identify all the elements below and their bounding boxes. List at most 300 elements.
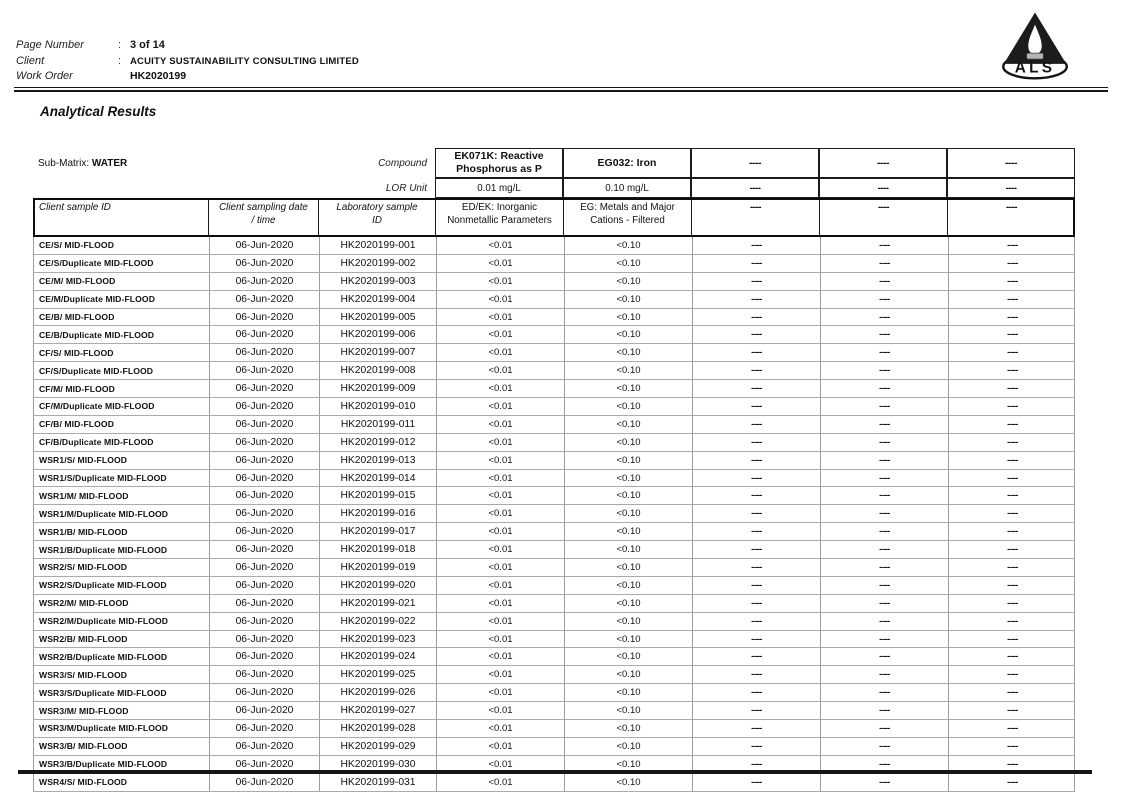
cell-client-sample-id: WSR1/B/ MID-FLOOD	[39, 526, 128, 537]
table-row	[34, 720, 1074, 738]
cell-lab-sample-id: HK2020199-018	[319, 541, 436, 558]
cell-result-4: ----	[820, 398, 948, 415]
cell-result-5: ----	[948, 291, 1076, 308]
cell-lab-sample-id: HK2020199-020	[319, 577, 436, 594]
cell-result-2: <0.10	[564, 756, 692, 773]
table-row	[34, 291, 1074, 309]
cell-client-sample-id: WSR4/S/ MID-FLOOD	[39, 777, 128, 788]
cell-result-5: ----	[948, 720, 1076, 737]
cell-result-1: <0.01	[436, 273, 564, 290]
table-row	[34, 326, 1074, 344]
cell-lab-sample-id: HK2020199-016	[319, 505, 436, 522]
cell-result-4: ----	[820, 470, 948, 487]
cell-client-sample-id: WSR3/B/ MID-FLOOD	[39, 741, 128, 752]
cell-lab-sample-id: HK2020199-009	[319, 380, 436, 397]
cell-client-sample-id: WSR3/M/Duplicate MID-FLOOD	[39, 723, 169, 734]
table-row	[34, 559, 1074, 577]
cell-sampling-date: 06-Jun-2020	[209, 559, 319, 576]
cell-result-1: <0.01	[436, 452, 564, 469]
cell-result-1: <0.01	[436, 577, 564, 594]
method-group-5: ----	[947, 198, 1075, 237]
cell-result-4: ----	[820, 487, 948, 504]
table-row	[34, 380, 1074, 398]
field-separator: :	[118, 39, 122, 51]
cell-result-4: ----	[820, 684, 948, 701]
cell-sampling-date: 06-Jun-2020	[209, 595, 319, 612]
cell-result-4: ----	[820, 362, 948, 379]
cell-result-4: ----	[820, 541, 948, 558]
table-row	[34, 613, 1074, 631]
cell-result-2: <0.10	[564, 631, 692, 648]
cell-result-1: <0.01	[436, 595, 564, 612]
cell-result-3: ----	[692, 631, 820, 648]
cell-sampling-date: 06-Jun-2020	[209, 756, 319, 773]
method-group-3: ----	[691, 198, 819, 237]
cell-result-2: <0.10	[564, 291, 692, 308]
cell-result-5: ----	[948, 344, 1076, 361]
compound-name-2: EG032: Iron	[563, 148, 691, 178]
cell-result-4: ----	[820, 666, 948, 683]
cell-result-4: ----	[820, 595, 948, 612]
cell-result-4: ----	[820, 505, 948, 522]
cell-result-4: ----	[820, 756, 948, 773]
cell-result-4: ----	[820, 237, 948, 254]
table-row	[34, 631, 1074, 649]
lor-unit-2: 0.10 mg/L	[563, 178, 691, 198]
cell-client-sample-id: CF/S/Duplicate MID-FLOOD	[39, 365, 154, 376]
cell-result-4: ----	[820, 702, 948, 719]
cell-sampling-date: 06-Jun-2020	[209, 720, 319, 737]
cell-result-1: <0.01	[436, 416, 564, 433]
cell-result-5: ----	[948, 738, 1076, 755]
cell-result-2: <0.10	[564, 273, 692, 290]
work-order-value: HK2020199	[130, 70, 187, 82]
cell-result-4: ----	[820, 291, 948, 308]
cell-result-5: ----	[948, 505, 1076, 522]
cell-result-3: ----	[692, 237, 820, 254]
cell-lab-sample-id: HK2020199-006	[319, 326, 436, 343]
cell-result-4: ----	[820, 255, 948, 272]
cell-result-1: <0.01	[436, 309, 564, 326]
table-row	[34, 666, 1074, 684]
cell-result-2: <0.10	[564, 344, 692, 361]
cell-sampling-date: 06-Jun-2020	[209, 398, 319, 415]
sub-matrix: Sub-Matrix: WATER	[38, 157, 128, 169]
cell-result-3: ----	[692, 666, 820, 683]
cell-sampling-date: 06-Jun-2020	[209, 309, 319, 326]
cell-lab-sample-id: HK2020199-004	[319, 291, 436, 308]
cell-result-5: ----	[948, 416, 1076, 433]
compound-row-label: Compound	[378, 157, 427, 169]
cell-result-5: ----	[948, 487, 1076, 504]
cell-sampling-date: 06-Jun-2020	[209, 362, 319, 379]
cell-result-5: ----	[948, 237, 1076, 254]
cell-sampling-date: 06-Jun-2020	[209, 577, 319, 594]
cell-result-3: ----	[692, 523, 820, 540]
cell-result-4: ----	[820, 613, 948, 630]
cell-result-3: ----	[692, 380, 820, 397]
cell-result-1: <0.01	[436, 487, 564, 504]
cell-client-sample-id: WSR3/M/ MID-FLOOD	[39, 705, 129, 716]
cell-result-5: ----	[948, 523, 1076, 540]
cell-result-2: <0.10	[564, 505, 692, 522]
cell-result-3: ----	[692, 273, 820, 290]
cell-sampling-date: 06-Jun-2020	[209, 380, 319, 397]
cell-result-1: <0.01	[436, 666, 564, 683]
cell-lab-sample-id: HK2020199-026	[319, 684, 436, 701]
cell-result-1: <0.01	[436, 344, 564, 361]
als-logo-icon	[993, 9, 1077, 87]
cell-result-2: <0.10	[564, 398, 692, 415]
header-rule	[14, 87, 1108, 92]
cell-result-4: ----	[820, 631, 948, 648]
table-row	[34, 648, 1074, 666]
cell-result-1: <0.01	[436, 523, 564, 540]
cell-result-1: <0.01	[436, 434, 564, 451]
cell-result-4: ----	[820, 452, 948, 469]
method-group-1: ED/EK: Inorganic Nonmetallic Parameters	[435, 198, 563, 237]
lor-row-lead	[33, 178, 435, 198]
cell-result-5: ----	[948, 702, 1076, 719]
cell-client-sample-id: WSR1/M/Duplicate MID-FLOOD	[39, 508, 169, 519]
field-separator: :	[118, 54, 122, 67]
table-row	[34, 487, 1074, 505]
cell-result-2: <0.10	[564, 487, 692, 504]
cell-lab-sample-id: HK2020199-015	[319, 487, 436, 504]
cell-sampling-date: 06-Jun-2020	[209, 666, 319, 683]
cell-result-5: ----	[948, 326, 1076, 343]
cell-lab-sample-id: HK2020199-010	[319, 398, 436, 415]
table-row	[34, 541, 1074, 559]
cell-client-sample-id: CF/M/ MID-FLOOD	[39, 383, 115, 394]
cell-client-sample-id: CE/B/ MID-FLOOD	[39, 312, 115, 322]
cell-result-4: ----	[820, 738, 948, 755]
section-title: Analytical Results	[40, 104, 157, 119]
cell-lab-sample-id: HK2020199-005	[319, 309, 436, 326]
cell-result-3: ----	[692, 309, 820, 326]
cell-result-3: ----	[692, 255, 820, 272]
cell-result-3: ----	[692, 291, 820, 308]
cell-result-3: ----	[692, 648, 820, 665]
cell-result-1: <0.01	[436, 756, 564, 773]
als-logo-text: ALS	[1014, 59, 1056, 77]
cell-result-2: <0.10	[564, 452, 692, 469]
compound-row-lead	[33, 148, 435, 178]
cell-result-5: ----	[948, 756, 1076, 773]
cell-lab-sample-id: HK2020199-022	[319, 613, 436, 630]
field-label: Client	[16, 54, 45, 67]
cell-result-1: <0.01	[436, 774, 564, 791]
cell-client-sample-id: CE/B/Duplicate MID-FLOOD	[39, 329, 155, 340]
cell-result-2: <0.10	[564, 326, 692, 343]
table-row	[34, 344, 1074, 362]
cell-sampling-date: 06-Jun-2020	[209, 505, 319, 522]
cell-result-4: ----	[820, 774, 948, 791]
client-value: ACUITY SUSTAINABILITY CONSULTING LIMITED	[130, 55, 359, 67]
header-field-work-order	[16, 70, 656, 86]
cell-result-2: <0.10	[564, 774, 692, 791]
cell-result-5: ----	[948, 470, 1076, 487]
compound-name-3: ----	[691, 148, 819, 178]
cell-result-4: ----	[820, 326, 948, 343]
cell-result-4: ----	[820, 344, 948, 361]
cell-result-5: ----	[948, 684, 1076, 701]
cell-result-2: <0.10	[564, 595, 692, 612]
cell-result-1: <0.01	[436, 470, 564, 487]
cell-result-5: ----	[948, 434, 1076, 451]
cell-result-3: ----	[692, 738, 820, 755]
cell-lab-sample-id: HK2020199-017	[319, 523, 436, 540]
cell-client-sample-id: CE/S/ MID-FLOOD	[39, 240, 115, 251]
cell-result-5: ----	[948, 774, 1076, 791]
cell-client-sample-id: WSR1/S/Duplicate MID-FLOOD	[39, 473, 167, 484]
cell-lab-sample-id: HK2020199-011	[319, 416, 436, 433]
cell-sampling-date: 06-Jun-2020	[209, 648, 319, 665]
cell-result-5: ----	[948, 309, 1076, 326]
page-header	[16, 39, 656, 86]
table-row	[34, 255, 1074, 273]
cell-result-5: ----	[948, 541, 1076, 558]
cell-result-4: ----	[820, 720, 948, 737]
cell-result-4: ----	[820, 577, 948, 594]
cell-result-4: ----	[820, 523, 948, 540]
table-row	[34, 577, 1074, 595]
cell-lab-sample-id: HK2020199-019	[319, 559, 436, 576]
cell-result-1: <0.01	[436, 702, 564, 719]
table-row	[34, 684, 1074, 702]
cell-client-sample-id: CF/S/ MID-FLOOD	[39, 347, 114, 358]
cell-result-2: <0.10	[564, 738, 692, 755]
cell-result-2: <0.10	[564, 523, 692, 540]
compound-row	[33, 148, 1075, 178]
cell-result-2: <0.10	[564, 541, 692, 558]
cell-client-sample-id: WSR2/M/Duplicate MID-FLOOD	[39, 616, 169, 627]
cell-result-2: <0.10	[564, 255, 692, 272]
header-field-client	[16, 55, 656, 71]
cell-sampling-date: 06-Jun-2020	[209, 416, 319, 433]
lor-unit-row	[33, 178, 1075, 198]
cell-result-5: ----	[948, 559, 1076, 576]
cell-result-1: <0.01	[436, 362, 564, 379]
cell-sampling-date: 06-Jun-2020	[209, 291, 319, 308]
page-number-value: 3 of 14	[130, 39, 165, 51]
lor-row-label: LOR Unit	[385, 182, 427, 194]
table-row	[34, 398, 1074, 416]
cell-result-3: ----	[692, 452, 820, 469]
cell-client-sample-id: CF/B/ MID-FLOOD	[39, 419, 115, 430]
cell-result-5: ----	[948, 398, 1076, 415]
cell-result-5: ----	[948, 631, 1076, 648]
cell-result-3: ----	[692, 326, 820, 343]
cell-client-sample-id: CE/M/ MID-FLOOD	[39, 276, 116, 287]
cell-result-1: <0.01	[436, 505, 564, 522]
cell-result-1: <0.01	[436, 684, 564, 701]
cell-result-5: ----	[948, 613, 1076, 630]
col-header-sampling-date: Client sampling date / time	[208, 198, 318, 237]
cell-result-3: ----	[692, 487, 820, 504]
cell-result-2: <0.10	[564, 666, 692, 683]
cell-result-5: ----	[948, 648, 1076, 665]
cell-sampling-date: 06-Jun-2020	[209, 523, 319, 540]
cell-result-5: ----	[948, 380, 1076, 397]
cell-result-5: ----	[948, 577, 1076, 594]
cell-result-5: ----	[948, 273, 1076, 290]
cell-result-4: ----	[820, 380, 948, 397]
cell-client-sample-id: WSR2/B/Duplicate MID-FLOOD	[39, 651, 168, 662]
cell-result-4: ----	[820, 434, 948, 451]
cell-result-2: <0.10	[564, 684, 692, 701]
cell-result-1: <0.01	[436, 398, 564, 415]
cell-sampling-date: 06-Jun-2020	[209, 237, 319, 254]
table-row	[34, 702, 1074, 720]
col-header-client-sample-id: Client sample ID	[39, 202, 111, 213]
cell-client-sample-id: WSR2/B/ MID-FLOOD	[39, 634, 128, 645]
cell-sampling-date: 06-Jun-2020	[209, 326, 319, 343]
cell-sampling-date: 06-Jun-2020	[209, 344, 319, 361]
cell-result-5: ----	[948, 255, 1076, 272]
table-row	[34, 309, 1074, 327]
cell-result-4: ----	[820, 648, 948, 665]
cell-result-3: ----	[692, 398, 820, 415]
cell-result-1: <0.01	[436, 326, 564, 343]
cell-result-3: ----	[692, 720, 820, 737]
cell-sampling-date: 06-Jun-2020	[209, 273, 319, 290]
lor-unit-3: ----	[691, 178, 819, 198]
table-row	[34, 595, 1074, 613]
compound-name-1: EK071K: Reactive Phosphorus as P	[435, 148, 563, 178]
cell-result-3: ----	[692, 756, 820, 773]
lor-unit-1: 0.01 mg/L	[435, 178, 563, 198]
cell-client-sample-id: WSR1/S/ MID-FLOOD	[39, 455, 128, 466]
field-label: Work Order	[16, 70, 73, 82]
table-row	[34, 273, 1074, 291]
cell-result-2: <0.10	[564, 559, 692, 576]
cell-result-1: <0.01	[436, 291, 564, 308]
analytical-results-table	[33, 148, 1075, 792]
cell-result-2: <0.10	[564, 416, 692, 433]
cell-result-1: <0.01	[436, 648, 564, 665]
cell-sampling-date: 06-Jun-2020	[209, 774, 319, 791]
cell-lab-sample-id: HK2020199-013	[319, 452, 436, 469]
cell-result-2: <0.10	[564, 720, 692, 737]
cell-result-3: ----	[692, 541, 820, 558]
cell-result-1: <0.01	[436, 380, 564, 397]
cell-client-sample-id: WSR1/M/ MID-FLOOD	[39, 490, 129, 501]
cell-lab-sample-id: HK2020199-002	[319, 255, 436, 272]
cell-lab-sample-id: HK2020199-023	[319, 631, 436, 648]
cell-result-1: <0.01	[436, 631, 564, 648]
cell-result-3: ----	[692, 470, 820, 487]
table-row	[34, 237, 1074, 255]
cell-sampling-date: 06-Jun-2020	[209, 434, 319, 451]
compound-name-4: ----	[819, 148, 947, 178]
cell-lab-sample-id: HK2020199-008	[319, 362, 436, 379]
cell-client-sample-id: CE/S/Duplicate MID-FLOOD	[39, 258, 154, 269]
cell-sampling-date: 06-Jun-2020	[209, 738, 319, 755]
lor-unit-4: ----	[819, 178, 947, 198]
cell-result-1: <0.01	[436, 738, 564, 755]
cell-lab-sample-id: HK2020199-001	[319, 237, 436, 254]
cell-result-3: ----	[692, 774, 820, 791]
cell-result-1: <0.01	[436, 559, 564, 576]
cell-lab-sample-id: HK2020199-007	[319, 344, 436, 361]
cell-result-2: <0.10	[564, 613, 692, 630]
cell-lab-sample-id: HK2020199-030	[319, 756, 436, 773]
cell-result-1: <0.01	[436, 237, 564, 254]
cell-sampling-date: 06-Jun-2020	[209, 487, 319, 504]
cell-result-3: ----	[692, 702, 820, 719]
cell-lab-sample-id: HK2020199-027	[319, 702, 436, 719]
footer-rule	[18, 770, 1092, 774]
cell-sampling-date: 06-Jun-2020	[209, 452, 319, 469]
header-field-page-number	[16, 39, 656, 55]
cell-client-sample-id: WSR2/S/ MID-FLOOD	[39, 562, 128, 573]
cell-result-4: ----	[820, 309, 948, 326]
cell-result-2: <0.10	[564, 434, 692, 451]
cell-lab-sample-id: HK2020199-021	[319, 595, 436, 612]
cell-result-2: <0.10	[564, 309, 692, 326]
cell-lab-sample-id: HK2020199-003	[319, 273, 436, 290]
cell-result-1: <0.01	[436, 613, 564, 630]
column-header-box	[33, 198, 1075, 237]
column-header-row	[33, 198, 1075, 237]
cell-client-sample-id: CE/M/Duplicate MID-FLOOD	[39, 294, 156, 305]
cell-result-3: ----	[692, 577, 820, 594]
cell-sampling-date: 06-Jun-2020	[209, 684, 319, 701]
cell-sampling-date: 06-Jun-2020	[209, 702, 319, 719]
cell-result-2: <0.10	[564, 237, 692, 254]
cell-result-5: ----	[948, 666, 1076, 683]
cell-client-sample-id: WSR1/B/Duplicate MID-FLOOD	[39, 544, 168, 555]
cell-sampling-date: 06-Jun-2020	[209, 541, 319, 558]
cell-sampling-date: 06-Jun-2020	[209, 255, 319, 272]
cell-result-3: ----	[692, 362, 820, 379]
cell-sampling-date: 06-Jun-2020	[209, 631, 319, 648]
cell-result-5: ----	[948, 452, 1076, 469]
cell-client-sample-id: WSR3/S/ MID-FLOOD	[39, 669, 128, 680]
cell-lab-sample-id: HK2020199-028	[319, 720, 436, 737]
field-label: Page Number	[16, 39, 84, 51]
method-group-2: EG: Metals and Major Cations - Filtered	[563, 198, 691, 237]
table-row	[34, 470, 1074, 488]
cell-result-4: ----	[820, 273, 948, 290]
cell-lab-sample-id: HK2020199-014	[319, 470, 436, 487]
cell-result-1: <0.01	[436, 720, 564, 737]
cell-result-3: ----	[692, 505, 820, 522]
table-row	[34, 452, 1074, 470]
cell-result-1: <0.01	[436, 541, 564, 558]
cell-result-4: ----	[820, 416, 948, 433]
cell-lab-sample-id: HK2020199-031	[319, 774, 436, 791]
cell-lab-sample-id: HK2020199-024	[319, 648, 436, 665]
cell-result-5: ----	[948, 595, 1076, 612]
cell-result-2: <0.10	[564, 380, 692, 397]
cell-result-3: ----	[692, 344, 820, 361]
cell-client-sample-id: WSR2/M/ MID-FLOOD	[39, 598, 129, 609]
lor-unit-5: ----	[947, 178, 1075, 198]
cell-result-1: <0.01	[436, 255, 564, 272]
cell-result-4: ----	[820, 559, 948, 576]
method-group-4: ----	[819, 198, 947, 237]
cell-result-3: ----	[692, 684, 820, 701]
cell-result-5: ----	[948, 362, 1076, 379]
cell-client-sample-id: CF/M/Duplicate MID-FLOOD	[39, 401, 155, 412]
cell-lab-sample-id: HK2020199-025	[319, 666, 436, 683]
table-row	[34, 774, 1074, 792]
cell-result-2: <0.10	[564, 577, 692, 594]
table-row	[34, 362, 1074, 380]
cell-lab-sample-id: HK2020199-029	[319, 738, 436, 755]
